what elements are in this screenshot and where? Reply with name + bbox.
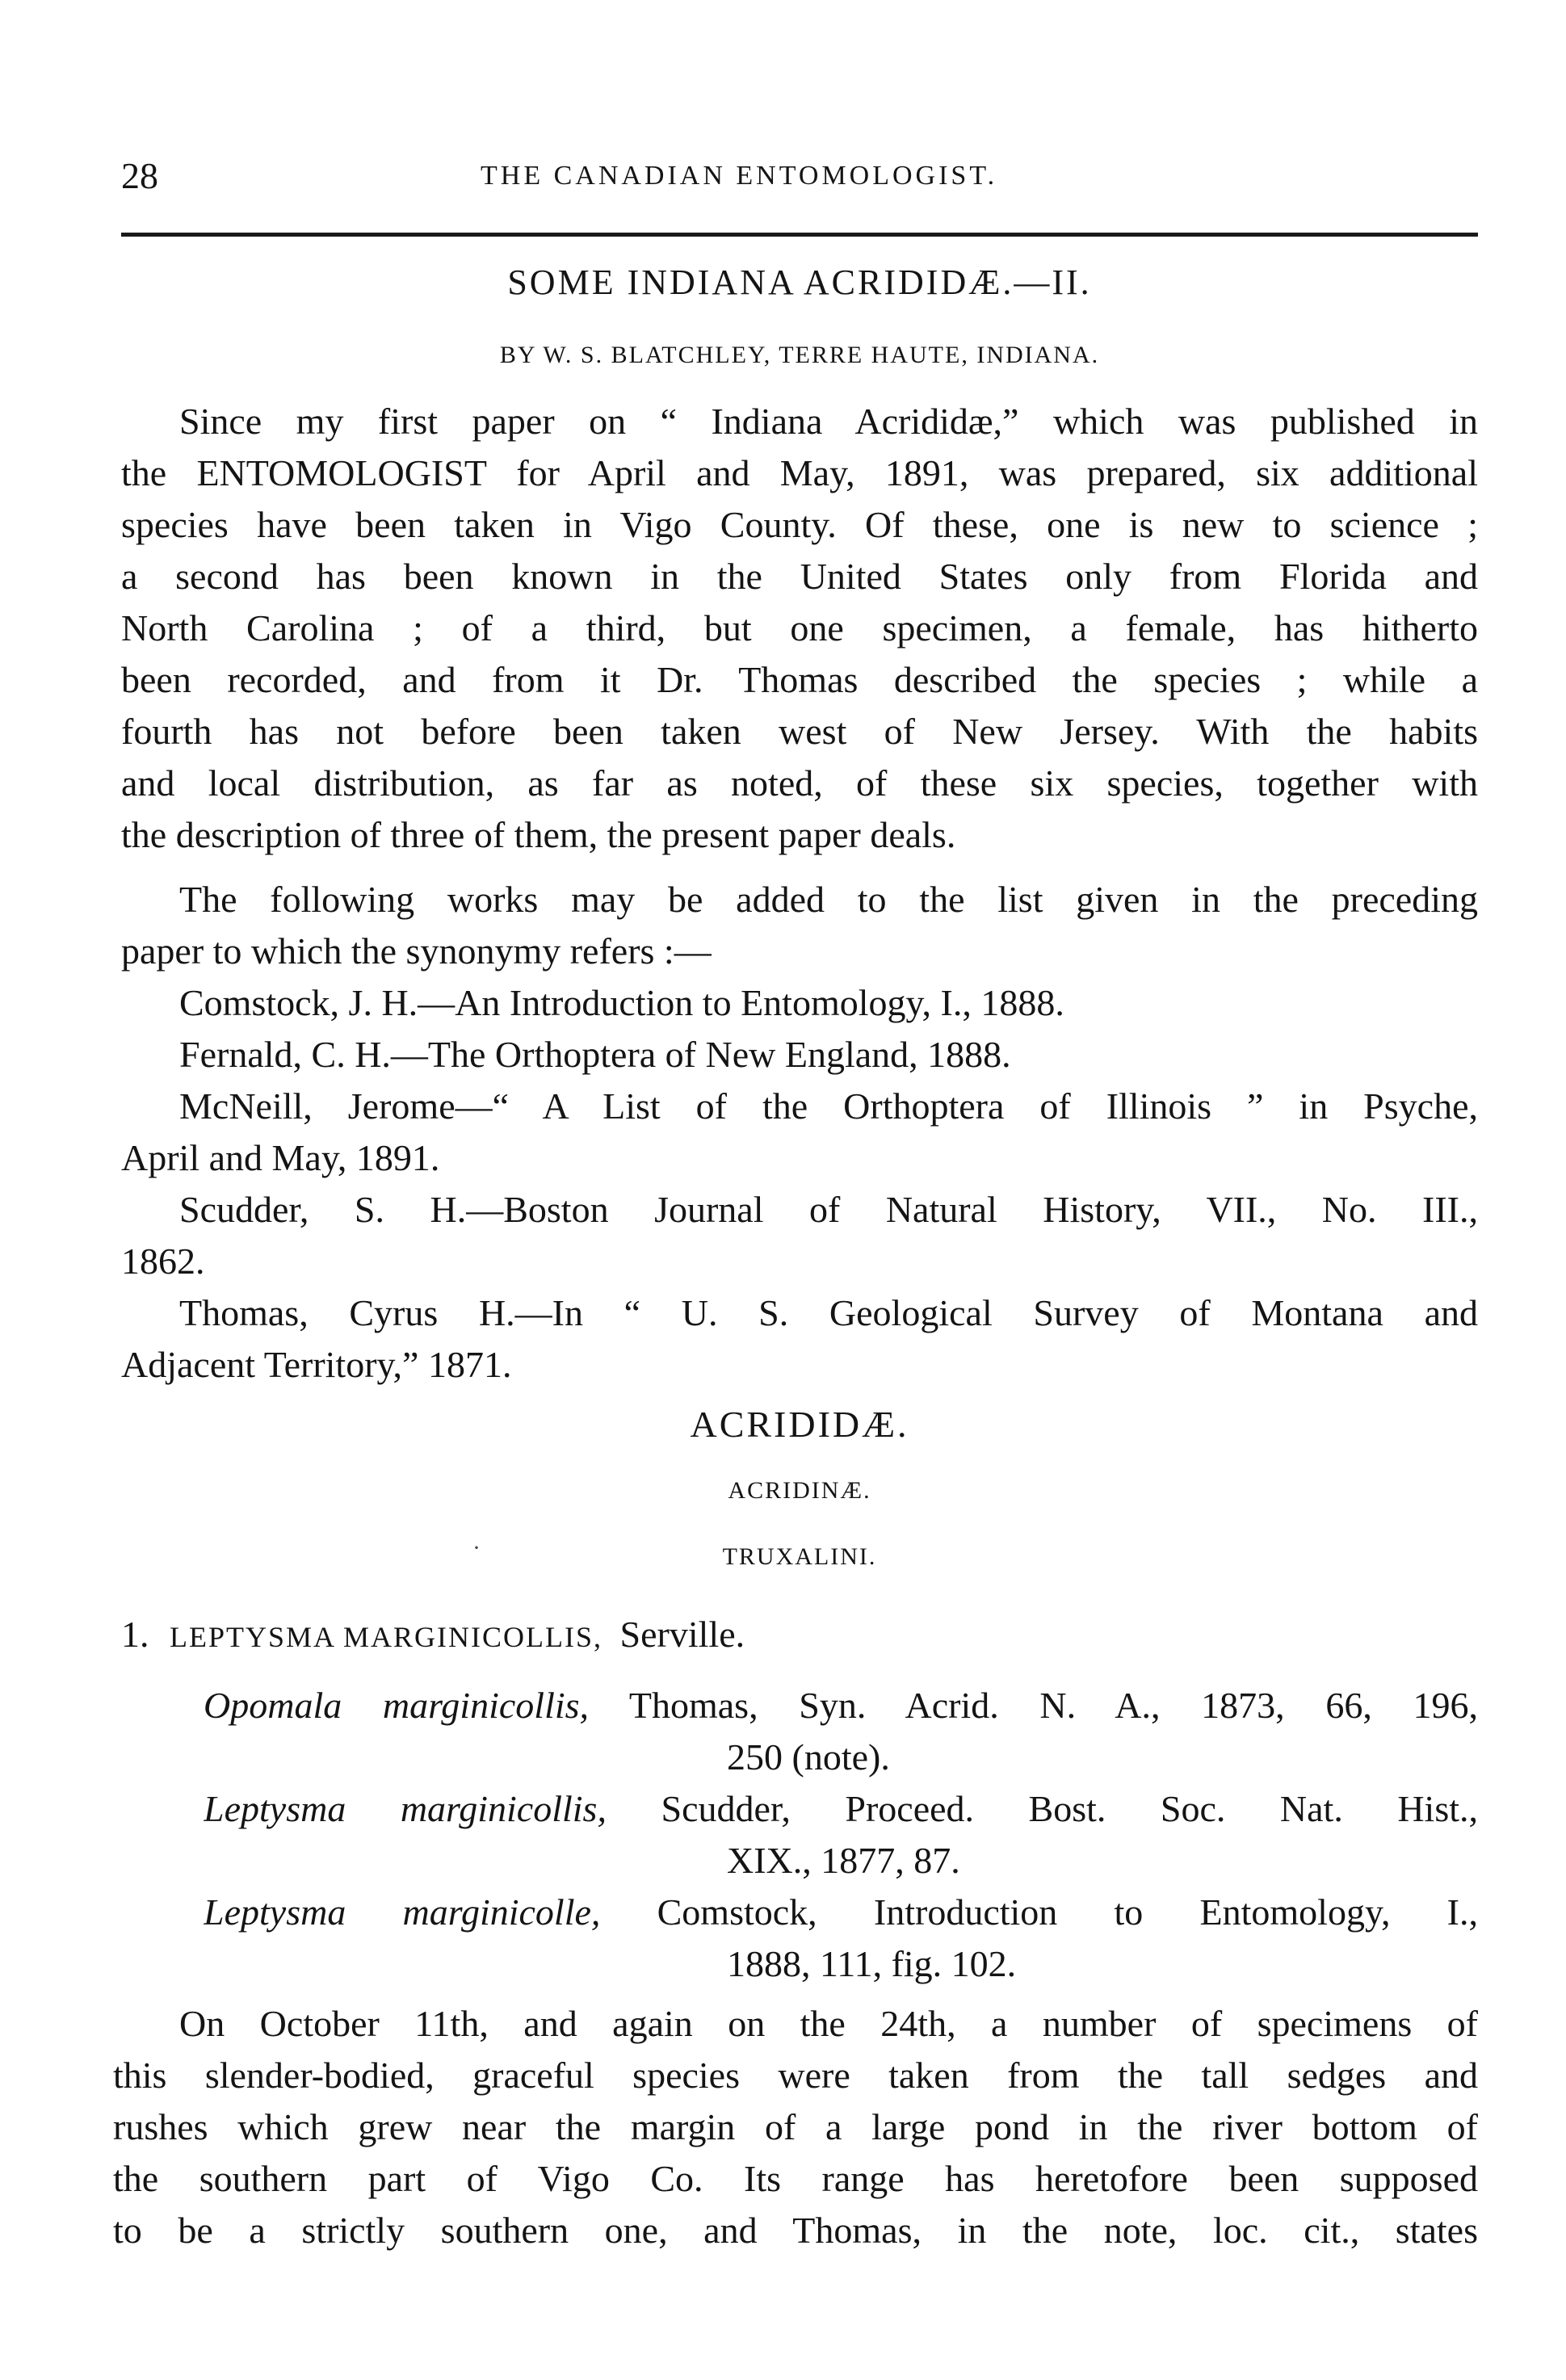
reference-line: Scudder, S. H.—Boston Journal of Natural History, VII., No. III., [179, 1189, 1478, 1230]
article-title: SOME INDIANA ACRIDIDÆ.—II. [507, 262, 1092, 302]
synonymy-entry [204, 1683, 1478, 1728]
intro-line: been recorded, and from it Dr. Thomas described the species ; while a [121, 659, 1478, 700]
intro-line: North Carolina ; of a third, but one specimen, a female, has hitherto [121, 607, 1478, 649]
synonym-continuation: 250 (note). [727, 1736, 890, 1778]
reference-line: McNeill, Jerome—“ A List of the Orthoptera of Illinois ” in Psyche, [179, 1085, 1478, 1127]
reference-line: 1862. [121, 1240, 205, 1282]
intro-line: species have been taken in Vigo County. Of these, one is new to science ; [121, 504, 1478, 545]
works-intro-line: The following works may be added to the list given in the preceding [179, 879, 1478, 920]
species-name: LEPTYSMA MARGINICOLLIS, [170, 1621, 603, 1653]
intro-line: Since my first paper on “ Indiana Acrididæ,” which was published in [179, 401, 1478, 442]
synonym-name: Leptysma marginicolle, [204, 1891, 601, 1933]
intro-line: the ENTOMOLOGIST for April and May, 1891, was prepared, six additional [121, 452, 1478, 493]
family-heading: ACRIDIDÆ. [690, 1404, 909, 1445]
reference-line: Fernald, C. H.—The Orthoptera of New England, 1888. [179, 1034, 1011, 1075]
reference-line: Adjacent Territory,” 1871. [121, 1344, 512, 1385]
reference-line: April and May, 1891. [121, 1137, 440, 1178]
species-number: 1. [121, 1614, 149, 1655]
intro-line: a second has been known in the United States only from Florida and [121, 556, 1478, 597]
intro-line: fourth has not before been taken west of New Jersey. With the habits [121, 711, 1478, 752]
tribe-heading: TRUXALINI. [722, 1543, 877, 1570]
intro-line: the description of three of them, the present paper deals. [121, 814, 956, 855]
article-byline: BY W. S. BLATCHLEY, TERRE HAUTE, INDIANA. [499, 342, 1100, 368]
works-intro-line: paper to which the synonymy refers :— [121, 930, 712, 972]
body-line: rushes which grew near the margin of a large pond in the river bottom of [113, 2106, 1478, 2147]
synonymy-entry [204, 1786, 1478, 1832]
synonym-reference: Comstock, Introduction to Entomology, I., [657, 1891, 1478, 1933]
synonymy-entry [204, 1890, 1478, 1935]
synonym-name: Leptysma marginicollis, [204, 1788, 607, 1829]
reference-line: Thomas, Cyrus H.—In “ U. S. Geological Survey of Montana and [179, 1292, 1478, 1333]
species-heading [121, 1612, 745, 1657]
header-rule [121, 233, 1478, 237]
body-line: On October 11th, and again on the 24th, a number of specimens of [179, 2003, 1478, 2044]
synonym-reference: Scudder, Proceed. Bost. Soc. Nat. Hist., [661, 1788, 1478, 1829]
synonym-continuation: 1888, 111, fig. 102. [727, 1943, 1017, 1984]
page-number: 28 [121, 155, 158, 196]
species-author: Serville. [619, 1614, 745, 1655]
body-line: the southern part of Vigo Co. Its range has heretofore been supposed [113, 2158, 1478, 2199]
synonym-continuation: XIX., 1877, 87. [727, 1840, 960, 1881]
reference-line: Comstock, J. H.—An Introduction to Entomology, I., 1888. [179, 982, 1064, 1023]
subfamily-heading: ACRIDINÆ. [728, 1477, 871, 1504]
body-line: to be a strictly southern one, and Thomas, in the note, loc. cit., states [113, 2210, 1478, 2251]
running-title: THE CANADIAN ENTOMOLOGIST. [481, 161, 998, 191]
body-line: this slender-bodied, graceful species were taken from the tall sedges and [113, 2055, 1478, 2096]
synonym-reference: Thomas, Syn. Acrid. N. A., 1873, 66, 196, [628, 1685, 1478, 1726]
print-speck: · [472, 1534, 481, 1561]
intro-line: and local distribution, as far as noted, of these six species, together with [121, 762, 1478, 804]
synonym-name: Opomala marginicollis, [204, 1685, 590, 1726]
